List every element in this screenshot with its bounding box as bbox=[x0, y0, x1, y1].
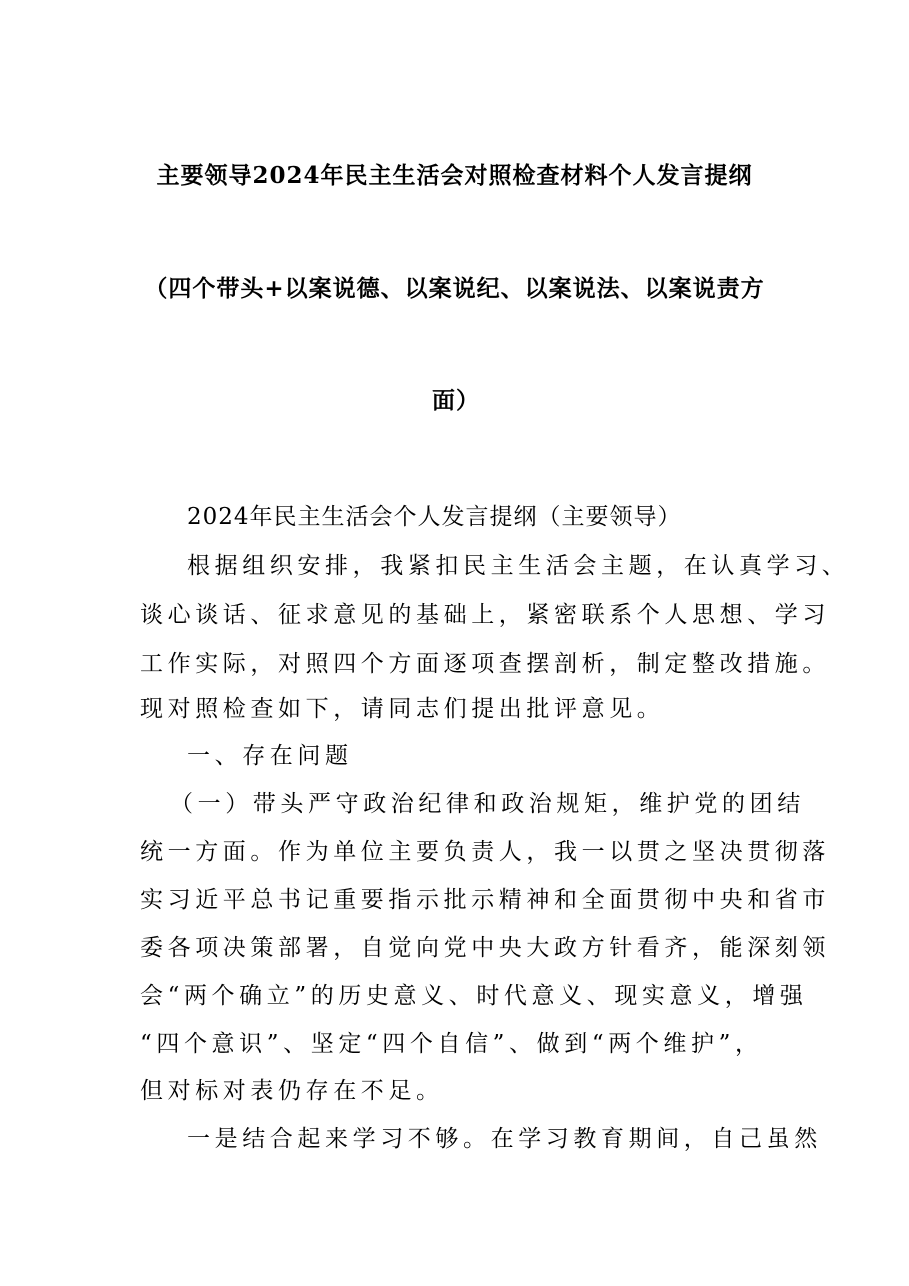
paragraph-line: 工作实际，对照四个方面逐项查摆剖析，制定整改措施。 bbox=[140, 651, 830, 677]
paragraph-line: 委各项决策部署，自觉向党中央大政方针看齐，能深刻领 bbox=[140, 935, 830, 961]
paragraph-line: 统一方面。作为单位主要负责人，我一以贯之坚决贯彻落 bbox=[140, 839, 830, 865]
paragraph-line: 根据组织安排，我紧扣民主生活会主题，在认真学习、 bbox=[187, 553, 850, 579]
document-title-line-1: 主要领导2024年民主生活会对照检查材料个人发言提纲 bbox=[156, 162, 753, 189]
paragraph-line: 现对照检查如下，请同志们提出批评意见。 bbox=[140, 696, 665, 722]
paragraph-line: 但对标对表仍存在不足。 bbox=[140, 1078, 444, 1104]
document-title-line-2: （四个带头+以案说德、以案说纪、以案说法、以案说责方 bbox=[144, 275, 765, 302]
subtitle-line: 2024年民主生活会个人发言提纲（主要领导） bbox=[187, 504, 682, 530]
paragraph-line: 会“两个确立”的历史意义、时代意义、现实意义，增强 bbox=[140, 983, 808, 1009]
section-heading: 一、存在问题 bbox=[187, 743, 353, 769]
paragraph-line: 一是结合起来学习不够。在学习教育期间，自己虽然 bbox=[187, 1126, 822, 1152]
paragraph-line: 谈心谈话、征求意见的基础上，紧密联系个人思想、学习 bbox=[140, 602, 830, 628]
paragraph-line: 实习近平总书记重要指示批示精神和全面贯彻中央和省市 bbox=[140, 887, 830, 913]
paragraph-line: “四个意识”、坚定“四个自信”、做到“两个维护”， bbox=[140, 1031, 763, 1057]
paragraph-line: （一）带头严守政治纪律和政治规矩，维护党的团结 bbox=[170, 791, 805, 817]
document-title-line-3: 面） bbox=[432, 387, 480, 414]
